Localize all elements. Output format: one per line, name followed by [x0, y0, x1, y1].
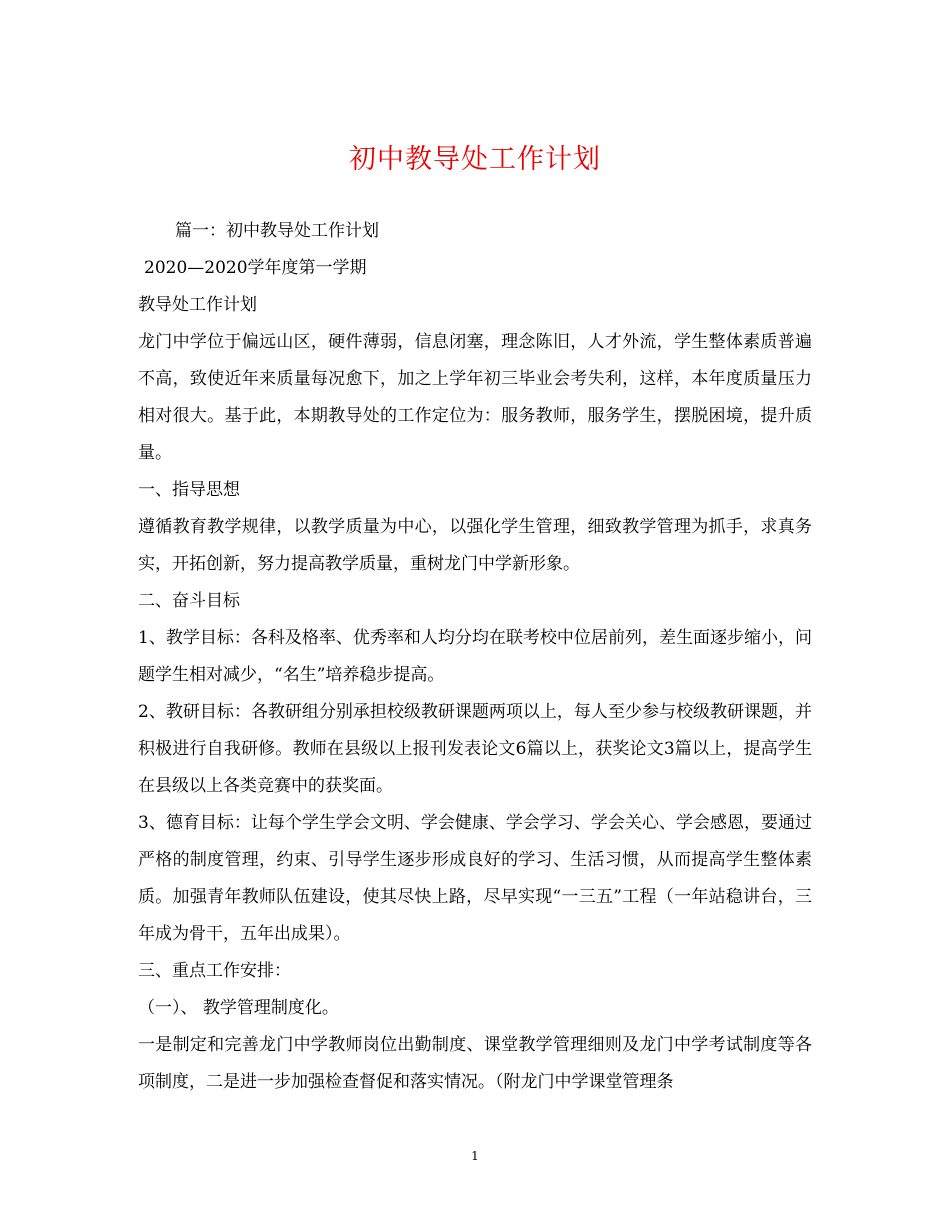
paragraph-intro: 龙门中学位于偏远山区，硬件薄弱，信息闭塞，理念陈旧，人才外流，学生整体素质普遍不高，致使近年来质量每况愈下，加之上学年初三毕业会考失利，这样，本年度质量压力相对很大。基于此，本期教导处的工作定位为：服务教师，服务学生，摆脱困境，提升质量。: [138, 332, 812, 463]
document-title: 初中教导处工作计划: [349, 144, 601, 175]
paragraph-guiding-thought: 遵循教育教学规律，以教学质量为中心，以强化学生管理，细致教学管理为抓手，求真务实，开拓创新，努力提高教学质量，重树龙门中学新形象。: [138, 517, 812, 574]
paragraph-management: 一是制定和完善龙门中学教师岗位出勤制度、课堂教学管理细则及龙门中学考试制度等各项制度，二是进一步加强检查督促和落实情况。（附龙门中学课堂管理条: [138, 1035, 812, 1092]
paragraph-section-heading: 篇一：初中教导处工作计划: [175, 221, 379, 241]
paragraph-plan-title: 教导处工作计划: [138, 295, 257, 315]
page-number: 1: [471, 1149, 479, 1163]
heading-goals: 二、奋斗目标: [138, 591, 240, 611]
paragraph-teaching-goal: 1、教学目标：各科及格率、优秀率和人均分均在联考校中位居前列，差生面逐步缩小，问题学生相对减少，“名生”培养稳步提高。: [138, 628, 812, 685]
document-body: [138, 213, 812, 1101]
heading-key-work: 三、重点工作安排：: [138, 961, 291, 981]
paragraph-research-goal: 2、教研目标：各教研组分别承担校级教研课题两项以上，每人至少参与校级教研课题，并积极进行自我研修。教师在县级以上报刊发表论文6篇以上，获奖论文3篇以上，提高学生在县级以上各类竞赛中的获奖面。: [138, 702, 812, 796]
heading-guiding-thought: 一、指导思想: [138, 480, 240, 500]
paragraph-moral-goal: 3、德育目标：让每个学生学会文明、学会健康、学会学习、学会关心、学会感恩，要通过严格的制度管理，约束、引导学生逐步形成良好的学习、生活习惯，从而提高学生整体素质。加强青年教师队伍建设，使其尽快上路，尽早实现“一三五”工程（一年站稳讲台，三年成为骨干，五年出成果）。: [138, 813, 812, 944]
subheading-management: （一）、 教学管理制度化。: [138, 998, 339, 1018]
paragraph-school-year: 2020—2020学年度第一学期: [144, 258, 367, 278]
